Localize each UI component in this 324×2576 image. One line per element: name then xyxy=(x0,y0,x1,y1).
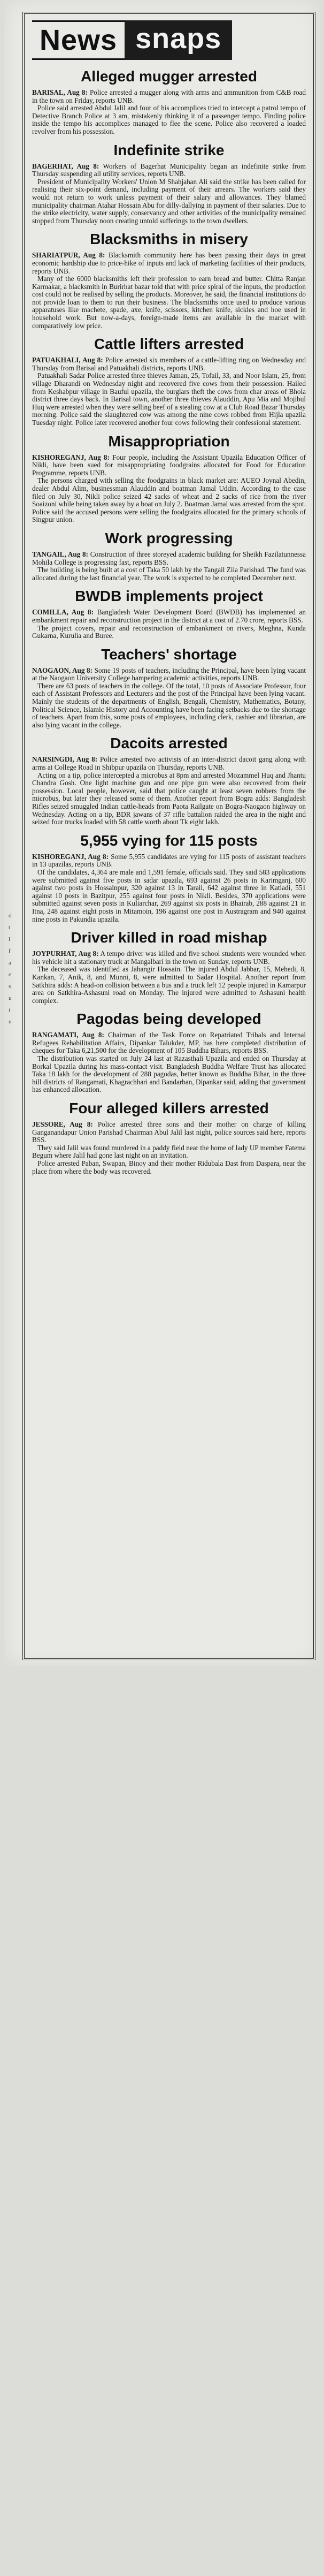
story-dateline: RANGAMATI, Aug 8: xyxy=(32,1031,104,1039)
story-paragraph xyxy=(32,609,306,624)
story-paragraph xyxy=(32,1031,306,1055)
story-text: The deceased was identified as Jahangir Hossain. The injured Abdul Jabbar, 15, Mehedi, 8, Kankan, 7, Anik, 8, and Munni, 8, were admitted to Sadar Hospital. Another report from Satkhira adds: A head-on collision between a bus and a truck left 12 people injured in Kamarpur area on Satkhira-Ashasuni road on Monday. The injured were admitted to Ashasuni health complex. xyxy=(32,965,306,1005)
story-paragraph xyxy=(32,566,306,582)
margin-fragment: i xyxy=(9,1007,11,1013)
story-paragraph xyxy=(32,178,306,225)
margin-fragment: u xyxy=(9,995,12,1001)
story-dateline: KISHOREGANJ, Aug 8: xyxy=(32,453,110,461)
margin-fragment: d xyxy=(9,913,12,919)
story-text: Chairman of the Task Force on Repatriated Tribals and Internal Refugees Rehabilitation Affairs, Dipankar Talukder, MP, has here completed distribution of cheques for Taka 6,21,500 for the development of 105 Buddha Bihars, reports BSS. xyxy=(32,1031,306,1055)
news-story xyxy=(32,1099,306,1175)
story-text: Police said arrested Abdul Jalil and four of his accomplices tried to intercept a patrol tempo of Detective Branch Police at 3 am, mistakenly thinking it of a passenger tempo. Finding police inside the tempo his accomplices managed to flee the scene. Police also recovered a loaded revolver from his possession. xyxy=(32,104,306,135)
story-headline: BWDB implements project xyxy=(75,588,263,605)
masthead-news: News xyxy=(32,20,125,60)
story-paragraph xyxy=(32,1121,306,1144)
story-text: The distribution was started on July 24 last at Razasthali Upazila and ended on Thursday at Borkal Upazila during his mass-contact visit. Bangladesh Buddha Welfare Trust has allocated Taka 18 lakh for the development of 288 pagodas, better known as Buddha Bihar, in the three hill districts of Rangamati, Khagrachhari and Bandarban, Dipankar said, adding that government has enhanced allocation. xyxy=(32,1054,306,1094)
story-headline: Driver killed in road mishap xyxy=(71,929,267,946)
news-story xyxy=(32,432,306,524)
story-text: Police arrested three sons and their mother on charge of killing Ganganandapur Union Parishad Chairman Abul Jalil last night, police sources said here, reports BSS. xyxy=(32,1120,306,1144)
story-paragraph xyxy=(32,477,306,524)
margin-fragment: t xyxy=(9,924,11,931)
news-story xyxy=(32,929,306,1005)
story-text: President of Municipality Workers' Union M Shahjahan Ali said the strike has been called for realising their six-point demand, including payment of their arrears. The workers said they would not return to work unless payment of their salary and allowances. They blamed municipality chairman Atahar Hossain Abu for dilly-dallying in payment of their salaries. Due to the strike electricity, water supply, conservancy and other activities of the municipality remained stopped from Thursday noon creating untold sufferings to the town dwellers. xyxy=(32,177,306,225)
story-paragraph xyxy=(32,756,306,771)
margin-fragment: f xyxy=(9,948,11,954)
story-paragraph xyxy=(32,356,306,372)
story-headline: Cattle lifters arrested xyxy=(94,336,244,353)
story-paragraph xyxy=(32,275,306,330)
story-headline: Indefinite strike xyxy=(113,141,225,158)
story-text: Some 5,955 candidates are vying for 115 posts of assistant teachers in 13 upazilas, reports UNB. xyxy=(32,852,306,869)
story-text: Of the candidates, 4,364 are male and 1,591 female, officials said. They said 583 applications were submitted against five posts in sadar upazila, 693 against 26 posts in Karimganj, 600 against two posts in Hossainpur, 320 against 13 in Tarail, 642 against three in Katiadi, 551 against 10 posts in Bazitpur, 255 against four posts in Nikli. Besides, 370 applications were submitted against seven posts in Kuliarchar, 269 against six posts in Bhairab, 288 against 21 in Itna, 248 against eight posts in Mitamoin, 196 against one post in Austragram and 940 against nine posts in Pakundia upazila. xyxy=(32,868,306,923)
story-paragraph xyxy=(32,89,306,104)
story-text: Police arrested a mugger along with arms and ammunition from C&B road in the town on Friday, reports UNB. xyxy=(32,88,306,104)
story-text: Many of the 6000 blacksmiths left their profession to earn bread and butter. Chitta Ranjan Karmakar, a blacksmith in Burirhat bazar told that with price spiral of the inputs, the production cost could not be realised by selling the products. Moreover, he said, the financial institutions do not provide loan to them to run their business. The blacksmiths once used to produce various apparatuses like machete, spade, axe, knife, scissors, kitchen knife, sickles and hoe used in household work. But now-a-days, foreign-made items are available in the market with comparatively low price. xyxy=(32,275,306,330)
story-text: Some 19 posts of teachers, including the Principal, have been lying vacant at the Naogaon University College hampering academic activities, reports UNB. xyxy=(32,666,306,682)
story-text: The persons charged with selling the foodgrains in black market are: AUEO Joynal Abedin, dealer Abdul Alim, businessman Alauddin and boatman Jamal Uddin. According to the case filed on July 30, Nikli police seized 42 sacks of wheat and 2 sacks of rice from the river Soaizoni while being taken away by a boat on July 2. Boatman Jamal was arrested from the spot. Police said the accused persons were selling the foodgrains allocated for the primary schools of Singpur union. xyxy=(32,476,306,524)
margin-fragment: e xyxy=(9,971,11,978)
story-dateline: NAOGAON, Aug 8: xyxy=(32,666,93,674)
margin-fragment: a xyxy=(9,960,11,966)
news-story xyxy=(32,230,306,330)
news-story xyxy=(32,1010,306,1094)
story-text: Bangladesh Water Development Board (BWDB) has implemented an embankment repair and reconstruction project in the district at a cost of 2.70 crore, reports BSS. xyxy=(32,608,306,624)
story-paragraph xyxy=(32,667,306,682)
story-headline: Dacoits arrested xyxy=(110,735,228,752)
story-paragraph xyxy=(32,1055,306,1094)
story-dateline: COMILLA, Aug 8: xyxy=(32,608,94,617)
story-paragraph xyxy=(32,551,306,566)
adjacent-column-fragments xyxy=(9,910,22,2576)
story-text: Police arrested two activists of an inter-district dacoit gang along with arms at College Road in Shibpur upazila on Thursday, reports UNB. xyxy=(32,755,306,772)
story-dateline: PATUAKHALI, Aug 8: xyxy=(32,356,103,364)
story-text: Police arrested Paban, Swapan, Binoy and their mother Ridubala Dast from Daspara, near the place from where the body was recovered. xyxy=(32,1159,306,1175)
story-text: Patuakhali Sadar Police arrested three thieves Jaman, 25, Tofail, 33, and Noor Islam, 25, from village Dharandi on Wednesday night and recovered five cows from their possession. Hailed from Keshabpur village in Bauful upazila, the burglars theft the cows from char areas of Bhola district three days back. In Barisal town, another three thieves Alauddin, Apu Mia and Mojibul Huq were arrested when they were selling beef of a stealing cow at a Club Road Bazar Thursday morning. Police said the slaughtered cow was among the nine cows robbed from Hijla upazila Tuesday night. Police later recovered another four cows following their confessional statement. xyxy=(32,371,306,427)
story-headline: Work progressing xyxy=(105,529,233,546)
news-story xyxy=(32,141,306,225)
margin-fragment: s xyxy=(9,983,11,990)
margin-fragment: n xyxy=(9,1019,12,1025)
story-paragraph xyxy=(32,1144,306,1160)
story-paragraph xyxy=(32,163,306,178)
story-paragraph xyxy=(32,950,306,966)
story-text: A tempo driver was killed and five school students were wounded when his vehicle hit a stationary truck at Mangalbari in the town on Sunday, reports UNB. xyxy=(32,949,306,966)
story-paragraph xyxy=(32,682,306,730)
story-text: They said Jalil was found murdered in a paddy field near the home of lady UP member Fatema Begum where Jalil had gone last night on an invitation. xyxy=(32,1143,306,1160)
story-text: The project covers, repair and reconstruction of embankment on rivers, Meghna, Kunda Gukarna, Kurulia and Buree. xyxy=(32,624,306,640)
margin-fragment: l xyxy=(9,936,11,943)
story-headline: Misappropriation xyxy=(108,432,230,450)
story-paragraph xyxy=(32,853,306,869)
news-story xyxy=(32,832,306,923)
story-text: Acting on a tip, police intercepted a microbus at 8pm and arrested Mozammel Huq and Jhantu Chandra Gosh. One light machine gun and one pipe gun were also recovered from their possession. Local people, however, said that police caught at least seven robbers from the microbus, but later they released some of them. Another report from Bogra adds: Bangladesh Rifles seized smuggled Indian cattle-heads from Paota Railgate on Bogra-Naogaon highway on Wednesday. Acting on a tip, BDR jawans of 37 rifle battalion raided the area in the night and seized four trucks loaded with 58 cattle worth about Tk eight lakh. xyxy=(32,771,306,826)
story-headline: Teachers' shortage xyxy=(101,645,237,663)
story-headline: Pagodas being developed xyxy=(76,1010,261,1028)
story-paragraph xyxy=(32,966,306,1005)
news-story xyxy=(32,335,306,427)
story-paragraph xyxy=(32,625,306,640)
story-headline: 5,955 vying for 115 posts xyxy=(80,832,258,849)
story-list xyxy=(32,67,306,1175)
story-paragraph xyxy=(32,454,306,477)
story-headline: Four alleged killers arrested xyxy=(69,1100,269,1117)
story-headline: Alleged mugger arrested xyxy=(81,68,257,85)
story-dateline: TANGAIL, Aug 8: xyxy=(32,550,89,558)
story-text: The building is being built at a cost of Taka 50 lakh by the Tangail Zila Parishad. The fund was allocated during the last financial year. The work is expected to be completed December next. xyxy=(32,566,306,582)
story-paragraph xyxy=(32,869,306,923)
story-text: Police arrested six members of a cattle-lifting ring on Wednesday and Thursday from Barisal and Patuakhali districts, reports UNB. xyxy=(32,356,306,372)
masthead xyxy=(32,20,306,60)
story-paragraph xyxy=(32,252,306,275)
story-dateline: BARISAL, Aug 8: xyxy=(32,88,88,96)
news-story xyxy=(32,529,306,582)
story-dateline: BAGERHAT, Aug 8: xyxy=(32,162,99,170)
news-snaps-column xyxy=(22,12,315,1660)
news-story xyxy=(32,734,306,826)
story-paragraph xyxy=(32,372,306,427)
story-paragraph xyxy=(32,1160,306,1175)
story-dateline: SHARIATPUR, Aug 8: xyxy=(32,251,105,260)
story-text: Construction of three storeyed academic building for Sheikh Fazilatunnessa Mohila College is progressing fast, reports BSS. xyxy=(32,550,306,566)
story-text: Blacksmith community here has been passing their days in great economic hardship due to price-hike of inputs and lack of marketing facilities of their products, reports UNB. xyxy=(32,251,306,275)
story-paragraph xyxy=(32,772,306,826)
news-story xyxy=(32,587,306,640)
story-dateline: JESSORE, Aug 8: xyxy=(32,1120,93,1129)
story-dateline: KISHOREGANJ, Aug 8: xyxy=(32,852,109,861)
story-text: Four people, including the Assistant Upazila Education Officer of Nikli, have been sued for misappropriating foodgrains allocated for Food for Education Programme, reports UNB. xyxy=(32,453,306,477)
story-dateline: NARSINGDI, Aug 8: xyxy=(32,755,98,764)
story-text: Workers of Bagerhat Municipality began an indefinite strike from Thursday suspending all utility services, reports UNB. xyxy=(32,162,306,178)
newspaper-page xyxy=(4,0,320,1666)
story-dateline: JOYPURHAT, Aug 8: xyxy=(32,949,99,958)
masthead-snaps: snaps xyxy=(125,20,232,60)
news-story xyxy=(32,645,306,730)
news-story xyxy=(32,67,306,136)
story-text: There are 63 posts of teachers in the college. Of the total, 10 posts of Associate Professor, four each of Assistant Professors and Lecturers and the post of the Principal have been lying vacant. Mainly the students of the departments of English, Bengali, Chemistry, Mathematics, Botany, Political Science, Islamic History and Accounting have been facing setbacks due to the shortage of teachers. Apart from this, some posts of employees, including clerk, cashier and librarian, are also lying vacant in the college. xyxy=(32,681,306,729)
story-paragraph xyxy=(32,104,306,135)
story-headline: Blacksmiths in misery xyxy=(90,231,248,248)
